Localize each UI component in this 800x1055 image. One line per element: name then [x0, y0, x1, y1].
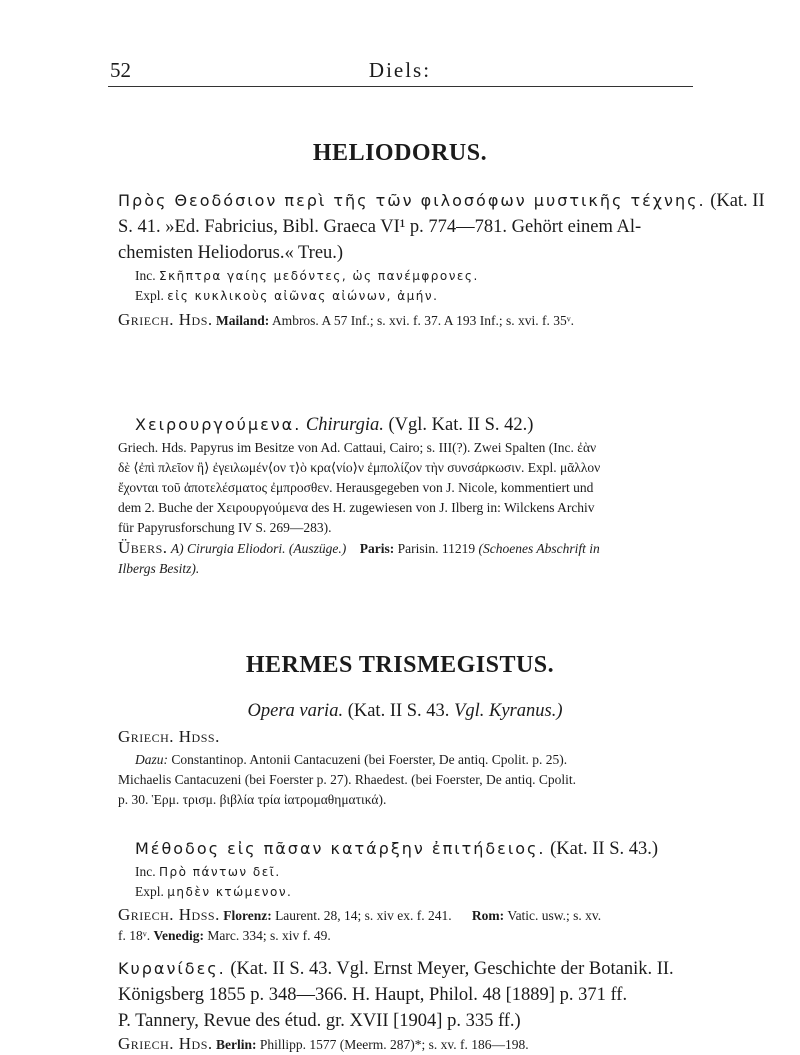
greek-title: Πρὸς Θεοδόσιον περὶ τῆς τῶν φιλοσόφων μυστικῆς τέχνης. — [118, 191, 706, 210]
dazu-label: Dazu: — [135, 752, 168, 767]
catalog-ref: (Kat. II — [710, 191, 765, 211]
description-line: (Kat. II S. 43. Vgl. Ernst Meyer, Geschichte der Botanik. II. — [230, 959, 674, 979]
manuscripts-label: Griech. Hdss. — [118, 905, 220, 924]
description-line: Michaelis Cantacuzeni (bei Foerster p. 27). Rhaedest. (bei Foerster, De antiq. Cpolit. — [118, 772, 576, 787]
entry-kyranides — [118, 956, 692, 1055]
description-line: dem 2. Buche der Χειρουργούμενα des H. zugewiesen von J. Ilberg in: Wilckens Archiv — [118, 500, 595, 515]
manuscripts-label: Griech. Hds. — [118, 1034, 213, 1053]
manuscript-place: Florenz: — [223, 908, 272, 923]
incipit-label: Inc. — [135, 864, 156, 879]
manuscript-text: Ambros. A 57 Inf.; s. xvi. f. 37. A 193 Inf.; s. xvi. f. 35ᵛ. — [271, 313, 575, 328]
translation-place: Paris: — [359, 541, 395, 556]
greek-title: Μέθοδος εἰς πᾶσαν κατάρξην ἐπιτήδειος. — [135, 839, 546, 858]
page-header — [110, 58, 690, 88]
description-line: p. 30. Ἑρμ. τρισμ. βιβλία τρία ἰατρομαθηματικά). — [118, 792, 387, 807]
manuscript-place: Berlin: — [216, 1037, 257, 1052]
entry-cheirourgoumena — [118, 412, 692, 579]
manuscripts-label: Griech. Hds. — [118, 310, 213, 329]
description-line: ἔχονται τοῦ ἀποτελέσματος ἐμπροσθεν. Herausgegeben von J. Nicole, kommentiert und — [118, 480, 594, 495]
description-line: für Papyrusforschung IV S. 269—283). — [118, 520, 332, 535]
manuscript-text: Marc. 334; s. xiv f. 49. — [207, 928, 331, 943]
translation-note: (Schoenes Abschrift in — [478, 541, 600, 556]
edition-note: S. 41. »Ed. Fabricius, Bibl. Graeca VI¹ p. 774—781. Gehört einem Al- — [118, 217, 642, 237]
description-line: P. Tannery, Revue des étud. gr. XVII [1904] p. 335 ff.) — [118, 1011, 521, 1031]
running-head: Diels: — [368, 58, 432, 82]
description-line: Constantinop. Antonii Cantacuzeni (bei Foerster, De antiq. Cpolit. p. 25). — [171, 752, 568, 767]
catalog-ref-vgl: Vgl. Kyranus.) — [454, 701, 563, 721]
incipit-text: Σκῆπτρα γαίης μεδόντες, ὡς πανέμφρονες. — [159, 269, 479, 283]
manuscript-place: Mailand: — [216, 313, 270, 328]
incipit-label: Inc. — [135, 268, 156, 283]
description-line: δὲ ⟨ἐπὶ πλεῖον ἢ⟩ ἐγειλωμέν⟨ον τ⟩ὸ κρα⟨νίο⟩ν ἐμπολίζον τὴν συνσάρκωσιν. Expl. μᾶλλον — [118, 460, 601, 475]
greek-title: Χειρουργούμενα. — [135, 415, 302, 434]
explicit-text: εἰς κυκλικοὺς αἰῶνας αἰώνων, ἀμήν. — [167, 289, 439, 303]
page-number: 52 — [110, 58, 131, 82]
entry-pros-theodosion — [118, 188, 765, 331]
edition-note-cont: chemisten Heliodorus.« Treu.) — [118, 243, 344, 263]
manuscript-folio: f. 18ᵛ. — [118, 928, 151, 943]
catalog-ref: (Kat. II S. 43. — [347, 701, 450, 721]
greek-title: Κυρανίδες. — [118, 959, 226, 978]
latin-title: Chirurgia. — [305, 415, 384, 435]
translation-ms: Parisin. 11219 — [397, 541, 476, 556]
entry-methodos — [118, 836, 692, 946]
translation-note-cont: Ilbergs Besitz). — [118, 561, 200, 576]
translation-label: Übers. — [118, 538, 168, 557]
explicit-text: μηδὲν κτώμενον. — [167, 885, 293, 899]
description-line: Griech. Hds. Papyrus im Besitze von Ad. Cattaui, Cairo; s. III(?). Zwei Spalten (Inc. ἐὰν — [118, 440, 597, 455]
manuscript-text: Phillipp. 1577 (Meerm. 287)*; s. xv. f. 186—198. — [259, 1037, 529, 1052]
manuscript-text: Vatic. usw.; s. xv. — [507, 908, 602, 923]
description-line: Königsberg 1855 p. 348—366. H. Haupt, Philol. 48 [1889] p. 371 ff. — [118, 985, 628, 1005]
explicit-label: Expl. — [135, 288, 164, 303]
manuscript-place: Venedig: — [153, 928, 204, 943]
section-title-heliodorus: HELIODORUS. — [312, 140, 488, 166]
entry-opera-varia — [118, 698, 692, 810]
manuscript-place: Rom: — [471, 908, 505, 923]
catalog-ref: (Vgl. Kat. II S. 42.) — [388, 415, 534, 435]
incipit-text: Πρὸ πάντων δεῖ. — [159, 865, 281, 879]
header-rule — [108, 86, 693, 87]
catalog-ref: (Kat. II S. 43.) — [550, 839, 659, 859]
manuscript-text: Laurent. 28, 14; s. xiv ex. f. 241. — [275, 908, 452, 923]
work-title: Opera varia. — [247, 701, 344, 721]
section-title-hermes: HERMES TRISMEGISTUS. — [245, 652, 555, 678]
manuscripts-label: Griech. Hdss. — [118, 727, 220, 746]
translation-title: A) Cirurgia Eliodori. (Auszüge.) — [170, 541, 347, 556]
explicit-label: Expl. — [135, 884, 164, 899]
